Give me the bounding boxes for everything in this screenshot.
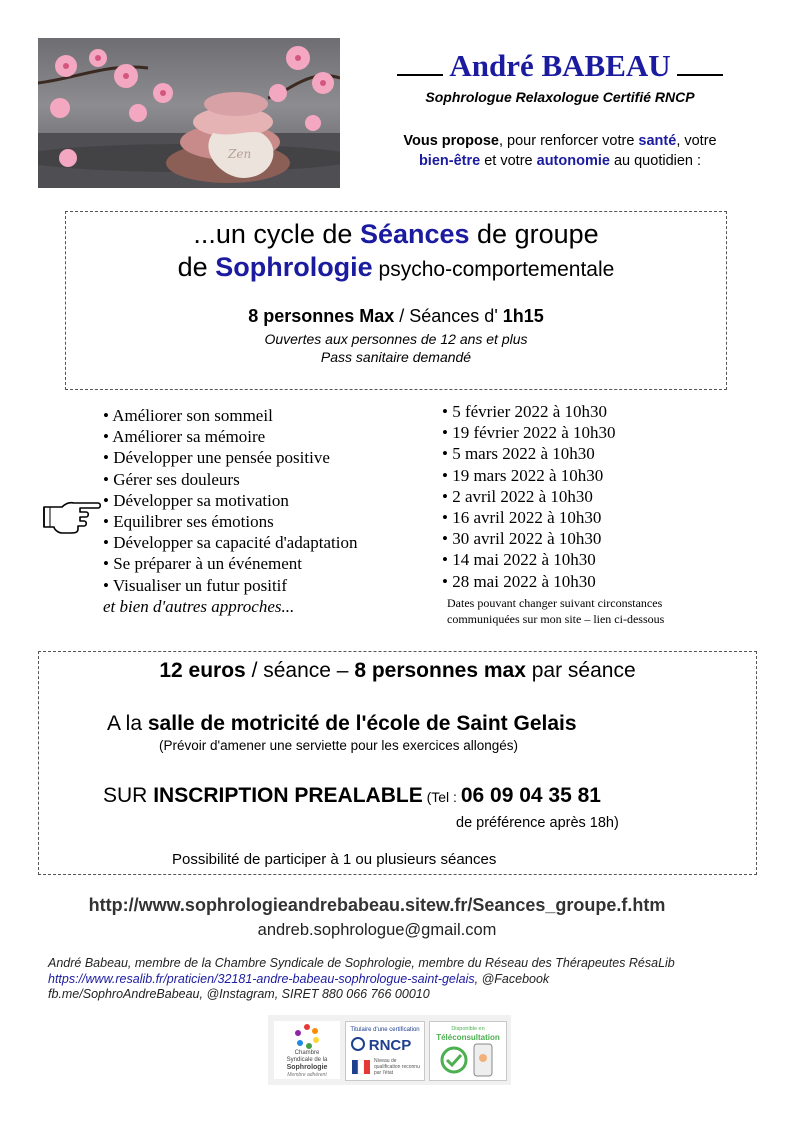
dates-list: [442, 401, 616, 592]
author-name-text: André BABEAU: [449, 48, 671, 83]
date-item: • 2 avril 2022 à 10h30: [442, 486, 593, 506]
benefits-more: et bien d'autres approches...: [103, 596, 295, 616]
tele-top-text: Disponible en: [451, 1026, 485, 1032]
max-persons: 8 personnes Max: [248, 306, 395, 326]
decorative-line-left: [397, 74, 443, 76]
session-duration: 1h15: [502, 306, 544, 326]
zen-engraving: Zen: [228, 147, 252, 161]
teleconsultation-logo: [429, 1021, 507, 1081]
intro-text-2: , votre: [676, 133, 717, 149]
dates-disclaimer: [447, 595, 664, 627]
price-line: [39, 659, 756, 683]
benefit-item: • Equilibrer ses émotions: [103, 512, 274, 532]
date-item: • 28 mai 2022 à 10h30: [442, 571, 596, 591]
cycle-text-2: de groupe: [469, 219, 599, 249]
cycle-heading: [66, 217, 726, 251]
membership-line-3: fb.me/SophroAndreBabeau, @Instagram, SIRET 880 066 766 00010: [48, 987, 430, 1001]
max-text: / Séances d': [394, 306, 503, 326]
tele-text: Téléconsultation: [436, 1033, 500, 1042]
intro-text-4: au quotidien :: [609, 153, 702, 169]
towel-note: (Prévoir d'amener une serviette pour les exercices allongés): [159, 738, 518, 753]
date-item: • 5 février 2022 à 10h30: [442, 402, 608, 421]
participation-note: Possibilité de participer à 1 ou plusieurs séances: [172, 851, 497, 868]
chambre-text-1: Chambre: [294, 1050, 320, 1056]
cycle-text-1: ...un cycle de: [193, 219, 360, 249]
chambre-text-4: Membre adhérent: [287, 1072, 327, 1078]
sophrologie-heading: [66, 250, 726, 287]
price-text-1: / séance –: [245, 659, 355, 682]
email-link[interactable]: andreb.sophrologue@gmail.com: [257, 921, 497, 939]
benefit-item: • Se préparer à un événement: [103, 554, 302, 574]
age-note: Ouvertes aux personnes de 12 ans et plus: [264, 331, 528, 347]
intro-propose: Vous propose: [403, 133, 499, 149]
price-text-2: par séance: [525, 659, 636, 682]
date-item: • 16 avril 2022 à 10h30: [442, 508, 602, 528]
rncp-text: RNCP: [368, 1037, 412, 1054]
dates-disclaimer-line-1: Dates pouvant changer suivant circonstances: [447, 596, 663, 610]
chambre-syndicale-logo: [274, 1021, 340, 1079]
resalib-link[interactable]: https://www.resalib.fr/praticien/32181-andre-babeau-sophrologue-saint-gelais: [48, 971, 475, 986]
intro-text-1: , pour renforcer votre: [499, 133, 639, 149]
chambre-text-2: Syndicale de la: [286, 1057, 328, 1063]
registration-prefix: SUR: [103, 784, 154, 807]
registration-line: [103, 784, 601, 808]
pointing-hand-icon: [40, 497, 102, 537]
date-item: • 30 avril 2022 à 10h30: [442, 529, 602, 549]
group-size-line: [66, 306, 726, 327]
benefit-item: • Développer une pensée positive: [103, 448, 330, 468]
decorative-line-right: [677, 74, 723, 76]
facebook-label: , @Facebook: [474, 971, 550, 986]
price-max-persons: 8 personnes max: [354, 659, 526, 682]
soph-text-2: psycho-comportementale: [372, 258, 615, 281]
date-item: • 5 mars 2022 à 10h30: [442, 444, 595, 464]
dates-disclaimer-line-2: communiquées sur mon site – lien ci-dessous: [447, 612, 665, 626]
intro-bien-etre: bien-être: [418, 153, 481, 169]
registration-required: INSCRIPTION PREALABLE: [153, 784, 423, 807]
website-link[interactable]: http://www.sophrologieandrebabeau.sitew.fr/Seances_groupe.f.htm: [88, 895, 666, 915]
rncp-logo: [345, 1021, 425, 1081]
membership-line-1: André Babeau, membre de la Chambre Syndicale de Sophrologie, membre du Réseau des Thérapeutes RésaLib: [48, 956, 675, 970]
phone-preference: de préférence après 18h): [456, 815, 619, 831]
benefit-item: • Gérer ses douleurs: [103, 469, 240, 489]
rncp-sub-text: Niveau de qualification reconnu par l'état: [374, 1058, 420, 1076]
cycle-box: [65, 211, 727, 390]
benefits-list: [103, 405, 357, 617]
intro-text-3: et votre: [480, 153, 537, 169]
intro-autonomie: autonomie: [536, 153, 610, 169]
venue-prefix: A la: [107, 712, 148, 735]
cycle-seances: Séances: [359, 219, 470, 249]
intro-text: [360, 131, 760, 171]
intro-sante: santé: [638, 133, 677, 149]
benefit-item: • Développer sa motivation: [103, 490, 289, 510]
venue-line: [107, 712, 577, 736]
date-item: • 14 mai 2022 à 10h30: [442, 550, 596, 570]
benefit-item: • Visualiser un futur positif: [103, 575, 288, 595]
date-item: • 19 février 2022 à 10h30: [442, 423, 616, 443]
benefit-item: • Améliorer son sommeil: [103, 406, 273, 425]
info-box: [38, 651, 757, 875]
eligibility-note: [66, 330, 726, 366]
rncp-top-text: Titulaire d'une certification: [350, 1027, 420, 1033]
phone-number[interactable]: 06 09 04 35 81: [460, 784, 601, 807]
logo-strip: [268, 1015, 511, 1085]
soph-text-1: de: [177, 252, 216, 282]
chambre-text-3: Sophrologie: [286, 1064, 328, 1071]
soph-sophrologie: Sophrologie: [215, 252, 373, 282]
price: 12 euros: [159, 659, 246, 682]
benefit-item: • Améliorer sa mémoire: [103, 427, 266, 447]
phone-label: (Tel :: [422, 789, 461, 805]
author-name: [360, 48, 760, 84]
benefit-item: • Développer sa capacité d'adaptation: [103, 533, 358, 553]
author-title: Sophrologue Relaxologue Certifié RNCP: [425, 89, 695, 105]
venue-name: salle de motricité de l'école de Saint Gelais: [147, 712, 577, 735]
pass-note: Pass sanitaire demandé: [320, 349, 472, 365]
date-item: • 19 mars 2022 à 10h30: [442, 465, 604, 485]
membership-info: [48, 956, 768, 1003]
header-photo: [38, 38, 340, 188]
